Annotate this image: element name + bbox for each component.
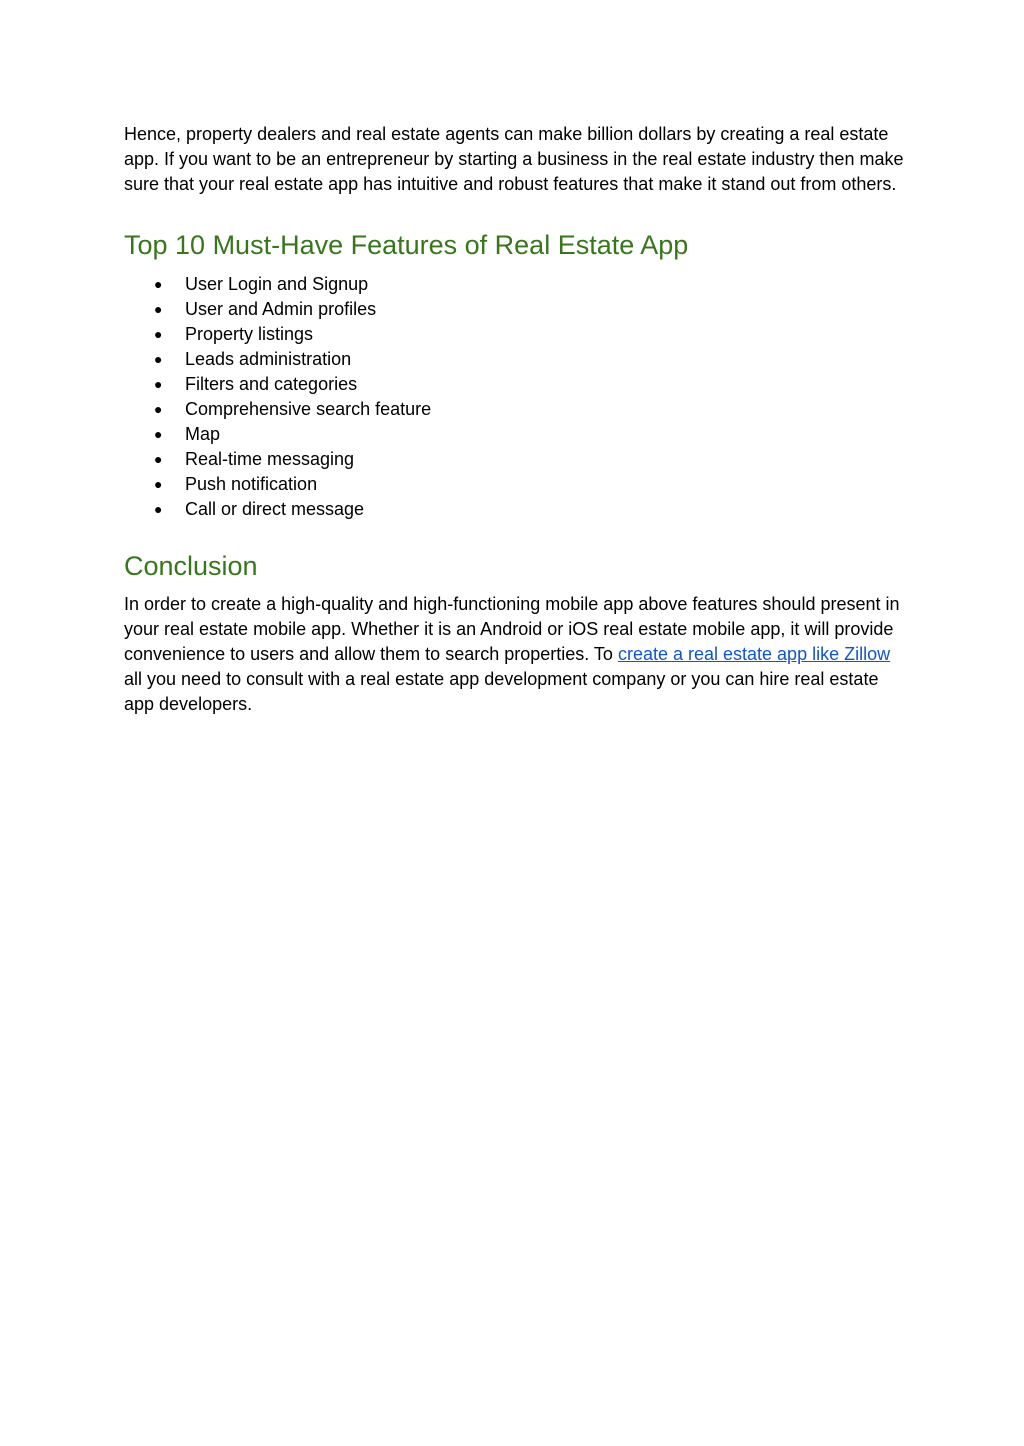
- list-item-label: Comprehensive search feature: [185, 399, 432, 419]
- list-item: [124, 297, 904, 322]
- list-item-label: User and Admin profiles: [185, 299, 377, 319]
- list-item: [124, 272, 904, 297]
- list-item: [124, 322, 904, 347]
- zillow-app-link[interactable]: create a real estate app like Zillow: [617, 644, 891, 664]
- list-item-label: Real-time messaging: [185, 449, 355, 469]
- conclusion-heading: Conclusion: [124, 551, 258, 581]
- bullet-icon: ●: [154, 426, 163, 442]
- bullet-icon: ●: [154, 301, 163, 317]
- list-item: [124, 372, 904, 397]
- bullet-icon: ●: [154, 326, 163, 342]
- bullet-icon: ●: [154, 351, 163, 367]
- features-list: [124, 272, 904, 522]
- list-item-label: Filters and categories: [185, 374, 358, 394]
- document-page: [124, 122, 904, 717]
- list-item: [124, 347, 904, 372]
- list-item: [124, 447, 904, 472]
- list-item: [124, 472, 904, 497]
- bullet-icon: ●: [154, 276, 163, 292]
- conclusion-paragraph: [124, 592, 904, 717]
- bullet-icon: ●: [154, 401, 163, 417]
- list-item: [124, 397, 904, 422]
- list-item-label: Property listings: [185, 324, 314, 344]
- bullet-icon: ●: [154, 501, 163, 517]
- bullet-icon: ●: [154, 476, 163, 492]
- list-item-label: Push notification: [185, 474, 318, 494]
- bullet-icon: ●: [154, 451, 163, 467]
- list-item: [124, 497, 904, 522]
- list-item-label: Leads administration: [185, 349, 352, 369]
- list-item-label: User Login and Signup: [185, 274, 369, 294]
- features-heading: Top 10 Must-Have Features of Real Estate App: [124, 230, 689, 260]
- list-item-label: Map: [185, 424, 221, 444]
- conclusion-text-after-link: all you need to consult with a real estate app development company or you can hire real estate app developers.: [124, 669, 879, 714]
- bullet-icon: ●: [154, 376, 163, 392]
- list-item-label: Call or direct message: [185, 499, 365, 519]
- conclusion-text-before-link: In order to create a high-quality and high-functioning mobile app above features should present in your real estate mobile app. Whether it is an Android or iOS real estate mobile app, it will provide convenience to users and allow them to search properties. To: [124, 594, 900, 664]
- intro-paragraph: Hence, property dealers and real estate agents can make billion dollars by creating a real estate app. If you want to be an entrepreneur by starting a business in the real estate industry then make sure that your real estate app has intuitive and robust features that make it stand out from others.: [124, 124, 904, 194]
- list-item: [124, 422, 904, 447]
